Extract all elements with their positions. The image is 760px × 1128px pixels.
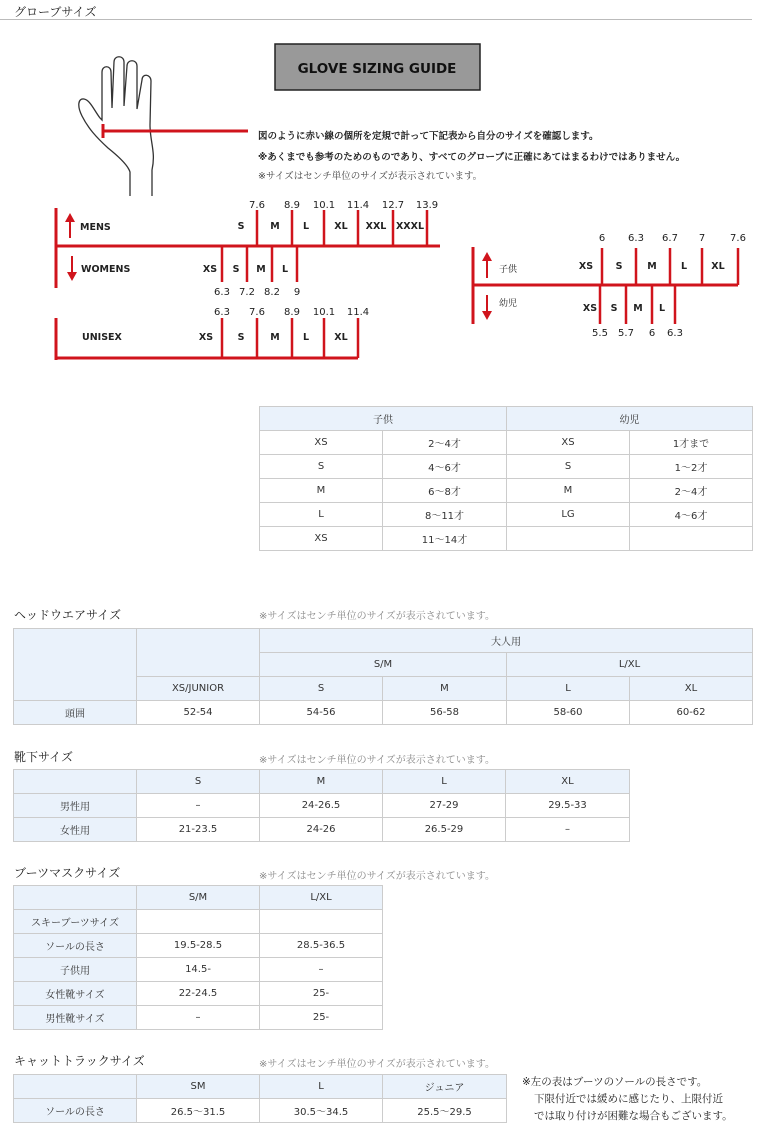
womens-label: WOMENS	[81, 264, 131, 275]
table-cell: XS	[260, 431, 383, 455]
unisex-size-label: XS	[198, 332, 214, 343]
headwear-size-header: M	[383, 677, 507, 701]
womens-tick-label: 9	[293, 287, 301, 298]
table-cell: S	[260, 455, 383, 479]
table-row	[260, 479, 753, 503]
table-cell: 4～6才	[630, 503, 753, 527]
table-row	[260, 503, 753, 527]
kids-tick-label: 6.3	[628, 233, 644, 244]
headwear-size-header: S	[260, 677, 383, 701]
toddler-tick-label: 6	[648, 328, 656, 339]
toddler-tick-label: 5.7	[618, 328, 634, 339]
toddler-size-label: L	[658, 303, 666, 314]
hand-icon	[79, 57, 154, 196]
bootmask-row-label: 男性靴サイズ	[14, 1006, 137, 1030]
socks-row-label: 男性用	[14, 794, 137, 818]
table-cell: 56-58	[383, 701, 507, 725]
kids-tick-label: 7.6	[730, 233, 746, 244]
socks-title: 靴下サイズ	[14, 750, 74, 764]
table-cell: 1才まで	[630, 431, 753, 455]
adult-scale-ticks	[199, 200, 438, 358]
cattrack-side-note	[522, 1074, 733, 1125]
table-row	[14, 818, 630, 842]
headwear-size-header: XS/JUNIOR	[137, 677, 260, 701]
womens-tick-label: 6.3	[214, 287, 230, 298]
unisex-size-label: L	[302, 332, 310, 343]
table-cell: 26.5～31.5	[137, 1099, 260, 1123]
kids-size-label: XL	[711, 261, 725, 272]
side-note-line: ※左の表はブーツのソールの長さです。	[522, 1076, 708, 1088]
table-cell: 52-54	[137, 701, 260, 725]
table-cell	[507, 527, 630, 551]
mens-size-label: XXXL	[395, 221, 425, 232]
table-cell: 21-23.5	[137, 818, 260, 842]
table-cell: 28.5-36.5	[260, 934, 383, 958]
kids-size-label: XS	[578, 261, 594, 272]
table-row	[14, 794, 630, 818]
socks-size-header: L	[383, 770, 506, 794]
table-cell: 58-60	[507, 701, 630, 725]
table-cell: S	[507, 455, 630, 479]
mens-size-label: L	[302, 221, 310, 232]
cattrack-size-header: SM	[137, 1075, 260, 1099]
table-row	[14, 982, 383, 1006]
table-cell: –	[137, 794, 260, 818]
unisex-size-label: XL	[334, 332, 348, 343]
table-cell: 25-	[260, 1006, 383, 1030]
socks-row-label: 女性用	[14, 818, 137, 842]
bootmask-row-label: ソールの長さ	[14, 934, 137, 958]
toddler-header: 幼児	[507, 407, 753, 431]
table-row	[260, 431, 753, 455]
table-cell: 30.5～34.5	[260, 1099, 383, 1123]
womens-size-label: XS	[202, 264, 218, 275]
unisex-tick-label: 7.6	[249, 307, 265, 318]
table-row	[14, 1099, 507, 1123]
womens-tick-label: 7.2	[239, 287, 255, 298]
table-cell: –	[137, 1006, 260, 1030]
kids-tick-label: 6	[598, 233, 606, 244]
table-cell: 4～6才	[383, 455, 507, 479]
headwear-size-table	[13, 628, 753, 725]
bootmask-note: ※サイズはセンチ単位のサイズが表示されています。	[259, 871, 495, 882]
womens-tick-label: 8.2	[264, 287, 280, 298]
table-cell: 24-26.5	[260, 794, 383, 818]
bootmask-row-label: スキーブーツサイズ	[14, 910, 137, 934]
mens-tick-label: 10.1	[312, 200, 336, 211]
table-cell	[630, 527, 753, 551]
toddler-label: 幼児	[499, 299, 518, 309]
table-cell: 26.5-29	[383, 818, 506, 842]
table-cell: XS	[507, 431, 630, 455]
table-cell: 24-26	[260, 818, 383, 842]
bootmask-size-header: L/XL	[260, 886, 383, 910]
bootmask-row-label: 子供用	[14, 958, 137, 982]
table-row	[260, 527, 753, 551]
socks-size-header: S	[137, 770, 260, 794]
bootmask-size-table	[13, 885, 383, 1030]
womens-size-label: L	[281, 264, 289, 275]
table-row	[14, 910, 383, 934]
headwear-size-header: L	[507, 677, 630, 701]
headwear-subgroup-lxl: L/XL	[507, 653, 753, 677]
guide-note-reference: ※あくまでも参考のためのものであり、すべてのグローブに正確にあてはまるわけではありません。	[258, 152, 686, 163]
table-cell: 29.5-33	[506, 794, 630, 818]
table-cell: L	[260, 503, 383, 527]
table-cell: 25-	[260, 982, 383, 1006]
table-cell	[260, 910, 383, 934]
headwear-size-header: XL	[630, 677, 753, 701]
mens-tick-label: 13.9	[415, 200, 439, 211]
table-row	[14, 934, 383, 958]
table-cell	[137, 910, 260, 934]
side-note-line: 下限付近では緩めに感じたり、上限付近	[534, 1093, 723, 1105]
table-cell: 11～14才	[383, 527, 507, 551]
womens-size-label: M	[256, 264, 266, 275]
arrow-down-icon	[482, 295, 492, 320]
table-cell: –	[260, 958, 383, 982]
table-cell: 6～8才	[383, 479, 507, 503]
toddler-size-label: XS	[582, 303, 598, 314]
mens-tick-label: 11.4	[346, 200, 370, 211]
toddler-size-label: S	[610, 303, 618, 314]
bootmask-size-header: S/M	[137, 886, 260, 910]
page-title: グローブサイズ	[14, 5, 97, 19]
table-row	[14, 1006, 383, 1030]
socks-size-header: XL	[506, 770, 630, 794]
table-cell: 1～2才	[630, 455, 753, 479]
mens-tick-label: 7.6	[249, 200, 265, 211]
kids-scale	[473, 247, 738, 324]
table-corner	[14, 629, 137, 701]
guide-title: GLOVE SIZING GUIDE	[297, 61, 457, 77]
unisex-size-label: S	[237, 332, 245, 343]
table-cell: 54-56	[260, 701, 383, 725]
cattrack-size-header: ジュニア	[383, 1075, 507, 1099]
guide-note-unit: ※サイズはセンチ単位のサイズが表示されています。	[258, 171, 483, 182]
socks-size-header: M	[260, 770, 383, 794]
unisex-tick-label: 10.1	[312, 307, 336, 318]
unisex-tick-label: 8.9	[284, 307, 300, 318]
headwear-note: ※サイズはセンチ単位のサイズが表示されています。	[259, 611, 495, 622]
table-cell: 2～4才	[383, 431, 507, 455]
kids-size-label: S	[615, 261, 623, 272]
table-corner	[14, 886, 137, 910]
table-cell: 2～4才	[630, 479, 753, 503]
mens-size-label: XXL	[365, 221, 387, 232]
table-cell: LG	[507, 503, 630, 527]
arrow-up-icon	[482, 252, 492, 278]
table-row	[14, 701, 753, 725]
kids-size-table	[259, 406, 753, 551]
table-row	[14, 958, 383, 982]
toddler-size-label: M	[633, 303, 643, 314]
bootmask-row-label: 女性靴サイズ	[14, 982, 137, 1006]
socks-note: ※サイズはセンチ単位のサイズが表示されています。	[259, 755, 495, 766]
unisex-label: UNISEX	[82, 332, 122, 343]
cattrack-title: キャットトラックサイズ	[14, 1054, 145, 1068]
table-cell: 14.5-	[137, 958, 260, 982]
socks-size-table	[13, 769, 630, 842]
kids-size-label: M	[647, 261, 657, 272]
table-row	[260, 455, 753, 479]
kids-tick-label: 6.7	[662, 233, 678, 244]
glove-sizing-diagram	[0, 0, 760, 380]
side-note-line: では取り付けが困難な場合もございます。	[534, 1110, 733, 1122]
table-cell: M	[260, 479, 383, 503]
table-corner	[14, 1075, 137, 1099]
cattrack-row-label: ソールの長さ	[14, 1099, 137, 1123]
headwear-group-header: 大人用	[260, 629, 753, 653]
table-cell: 60-62	[630, 701, 753, 725]
bootmask-title: ブーツマスクサイズ	[14, 866, 121, 880]
table-cell: XS	[260, 527, 383, 551]
arrow-down-icon	[67, 256, 77, 281]
womens-size-label: S	[232, 264, 240, 275]
arrow-up-icon	[65, 213, 75, 238]
headwear-row-label: 頭囲	[14, 701, 137, 725]
kids-header: 子供	[260, 407, 507, 431]
unisex-tick-label: 6.3	[214, 307, 230, 318]
kids-tick-label: 7	[698, 233, 706, 244]
mens-size-label: S	[237, 221, 245, 232]
cattrack-note: ※サイズはセンチ単位のサイズが表示されています。	[259, 1059, 495, 1070]
kids-label: 子供	[499, 265, 518, 275]
table-cell: 27-29	[383, 794, 506, 818]
toddler-tick-label: 6.3	[667, 328, 683, 339]
mens-label: MENS	[80, 222, 111, 233]
table-corner	[137, 629, 260, 677]
mens-tick-label: 12.7	[381, 200, 405, 211]
guide-note-measure: 図のように赤い線の個所を定規で計って下記表から自分のサイズを確認します。	[258, 131, 599, 142]
unisex-tick-label: 11.4	[346, 307, 370, 318]
table-cell: –	[506, 818, 630, 842]
unisex-size-label: M	[270, 332, 280, 343]
headwear-subgroup-sm: S/M	[260, 653, 507, 677]
mens-size-label: XL	[334, 221, 348, 232]
table-cell: 8～11才	[383, 503, 507, 527]
table-cell: 22-24.5	[137, 982, 260, 1006]
table-cell: 19.5-28.5	[137, 934, 260, 958]
kids-size-label: L	[680, 261, 688, 272]
headwear-title: ヘッドウエアサイズ	[14, 608, 122, 622]
cattrack-size-header: L	[260, 1075, 383, 1099]
toddler-tick-label: 5.5	[592, 328, 608, 339]
table-cell: 25.5～29.5	[383, 1099, 507, 1123]
mens-size-label: M	[270, 221, 280, 232]
mens-tick-label: 8.9	[284, 200, 300, 211]
table-corner	[14, 770, 137, 794]
cattrack-size-table	[13, 1074, 507, 1123]
table-cell: M	[507, 479, 630, 503]
